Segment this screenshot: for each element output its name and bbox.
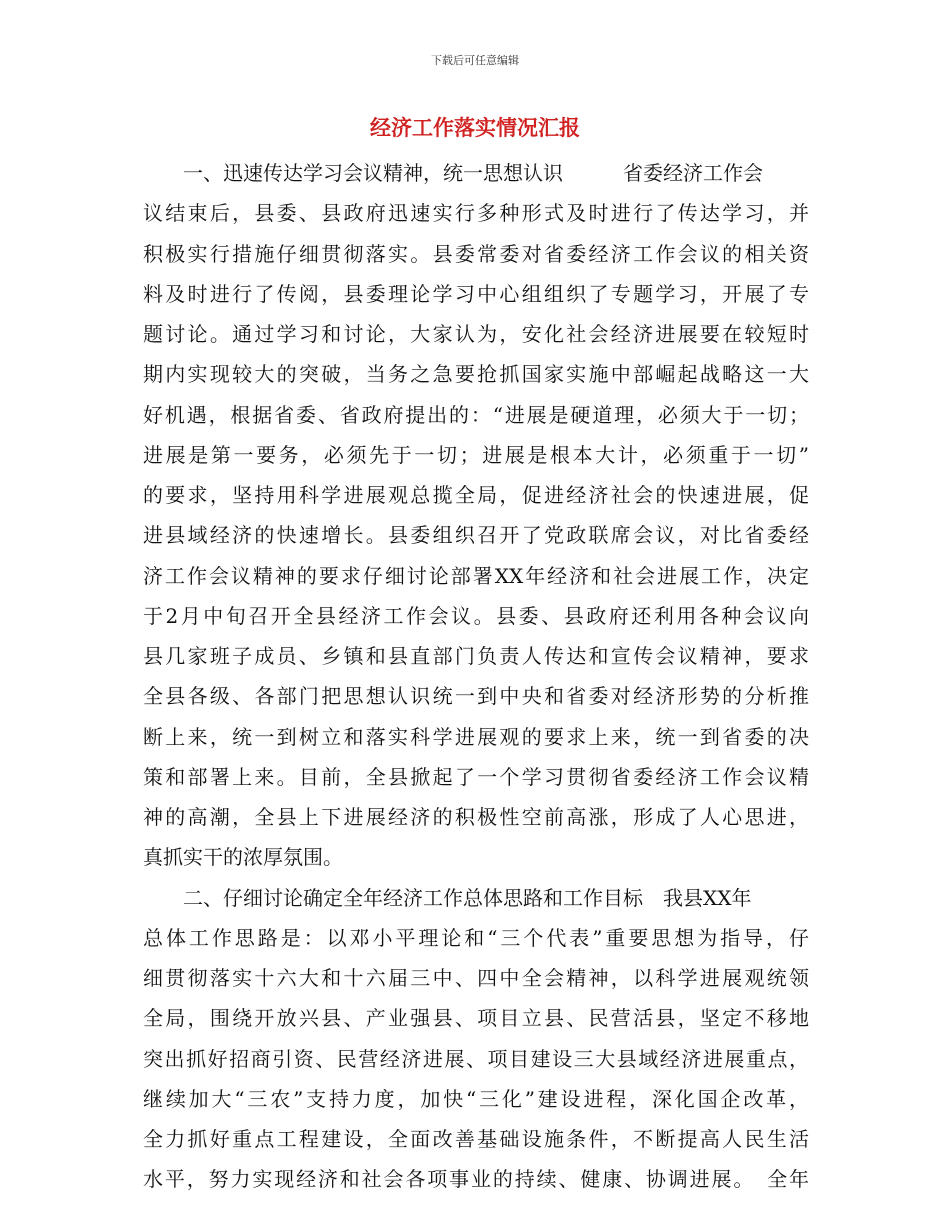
paragraph-line: 细贯彻落实十六大和十六届三中、四中全会精神，以科学进展观统领 — [143, 966, 809, 990]
paragraph-line: 进展是第一要务，必须先于一切；进展是根本大计，必须重于一切” — [143, 442, 809, 467]
paragraph-line: 于2月中旬召开全县经济工作会议。县委、县政府还利用各种会议向 — [143, 603, 809, 628]
paragraph-line: 突出抓好招商引资、民营经济进展、项目建设三大县域经济进展重点， — [143, 1046, 809, 1071]
paragraph-line: 全力抓好重点工程建设，全面改善基础设施条件，不断提高人民生活 — [143, 1127, 809, 1151]
paragraph-line: 水平，努力实现经济和社会各项事业的持续、健康、协调进展。 全年 — [143, 1167, 809, 1192]
document-body — [143, 153, 809, 1200]
paragraph-line: 一、迅速传达学习会议精神，统一思想认识 省委经济工作会 — [183, 161, 763, 185]
paragraph-line: 县几家班子成员、乡镇和县直部门负责人传达和宣传会议精神，要求 — [143, 644, 809, 668]
paragraph-line: 继续加大“三农”支持力度，加快“三化”建设进程，深化国企改革， — [143, 1086, 809, 1111]
paragraph-line: 策和部署上来。目前，全县掀起了一个学习贯彻省委经济工作会议精 — [143, 764, 809, 789]
paragraph-line: 全局，围绕开放兴县、产业强县、项目立县、民营活县，坚定不移地 — [143, 1006, 809, 1031]
paragraph-line: 全县各级、各部门把思想认识统一到中央和省委对经济形势的分析推 — [143, 684, 809, 709]
paragraph-line: 神的高潮，全县上下进展经济的积极性空前高涨，形成了人心思进， — [143, 805, 809, 829]
paragraph-line: 真抓实干的浓厚氛围。 — [143, 845, 343, 870]
paragraph-line: 料及时进行了传阅，县委理论学习中心组组织了专题学习，开展了专 — [143, 281, 809, 306]
paragraph-line: 积极实行措施仔细贯彻落实。县委常委对省委经济工作会议的相关资 — [143, 241, 809, 266]
paragraph-line: 总体工作思路是：以邓小平理论和“三个代表”重要思想为指导，仔 — [143, 925, 809, 950]
document-title: 经济工作落实情况汇报 — [370, 115, 580, 140]
page-header-note: 下载后可任意编辑 — [431, 54, 519, 67]
paragraph-line: 题讨论。通过学习和讨论，大家认为，安化社会经济进展要在较短时 — [143, 322, 809, 346]
paragraph-line: 的要求，坚持用科学进展观总揽全局，促进经济社会的快速进展，促 — [143, 483, 809, 507]
paragraph-line: 期内实现较大的突破，当务之急要抢抓国家实施中部崛起战略这一大 — [143, 362, 809, 387]
paragraph-line: 济工作会议精神的要求仔细讨论部署XX年经济和社会进展工作，决定 — [143, 563, 809, 588]
paragraph-line: 议结束后，县委、县政府迅速实行多种形式及时进行了传达学习，并 — [143, 201, 809, 226]
paragraph-line: 二、仔细讨论确定全年经济工作总体思路和工作目标 我县XX年 — [183, 885, 752, 910]
paragraph-line: 好机遇，根据省委、省政府提出的：“进展是硬道理，必须大于一切； — [143, 402, 809, 427]
paragraph-line: 进县域经济的快速增长。县委组织召开了党政联席会议，对比省委经 — [143, 523, 809, 548]
paragraph-line: 断上来，统一到树立和落实科学进展观的要求上来，统一到省委的决 — [143, 724, 809, 749]
